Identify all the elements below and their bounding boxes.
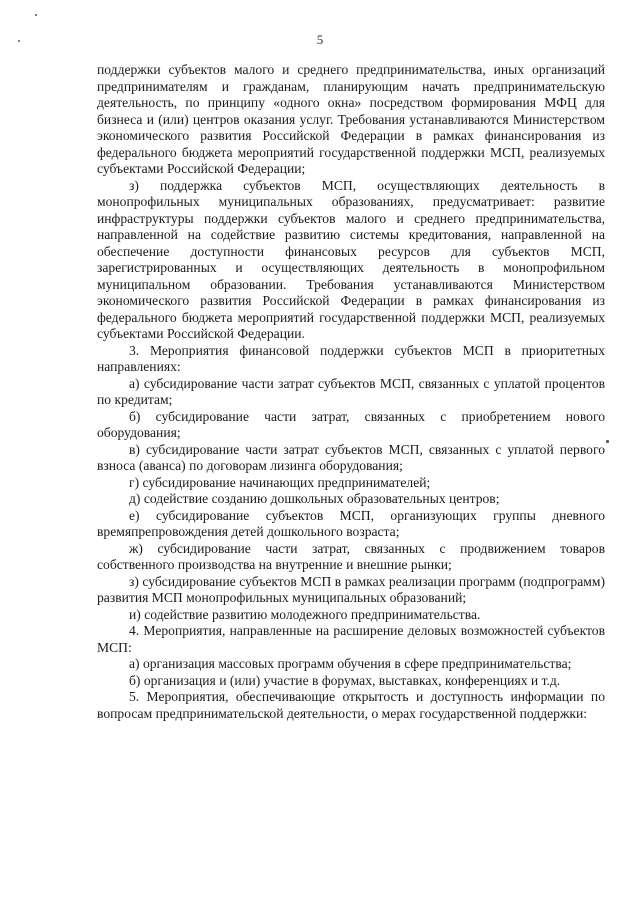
paragraph: з) поддержка субъектов МСП, осуществляющих деятельность в монопрофильных муниципальных образованиях, предусматривает: развитие инфраструктуры поддержки субъектов малого и среднего предпринимательства, направленной на содействие развитию системы кредитования, направленной на обеспечение доступности финансовых ресурсов для субъектов МСП, зарегистрированных и осуществляющих деятельность в монопрофильном муниципальном образовании. Требования устанавливаются Министерством экономического развития Российской Федерации в рамках финансирования из федерального бюджета мероприятий государственной поддержки МСП, реализуемых субъектами Российской Федерации.: [97, 177, 605, 341]
paragraph: б) организация и (или) участие в форумах, выставках, конференциях и т.д.: [129, 672, 561, 688]
paragraph: г) субсидирование начинающих предпринимателей;: [129, 474, 431, 490]
paragraph: а) субсидирование части затрат субъектов МСП, связанных с уплатой процентов по кредитам;: [97, 375, 605, 407]
paragraph: 5. Мероприятия, обеспечивающие открытость и доступность информации по вопросам предпринимательской деятельности, о мерах государственной поддержки:: [97, 689, 605, 721]
paragraph: 3. Мероприятия финансовой поддержки субъектов МСП в приоритетных направлениях:: [97, 342, 605, 374]
paragraph: и) содействие развитию молодежного предпринимательства.: [129, 606, 481, 622]
paragraph: поддержки субъектов малого и среднего предпринимательства, иных организаций предпринимателям и гражданам, планирующим начать предпринимательскую деятельность, по принципу «одного окна» посредством формирования МФЦ для бизнеса и (или) центров оказания услуг. Требования устанавливаются Министерством экономического развития Российской Федерации в рамках финансирования из федерального бюджета мероприятий государственной поддержки МСП, реализуемых субъектами Российской Федерации;: [97, 62, 605, 176]
paragraph: ж) субсидирование части затрат, связанных с продвижением товаров собственного производства на внутренние и внешние рынки;: [97, 540, 605, 572]
scan-speck: [35, 14, 37, 16]
scan-speck: [606, 440, 609, 443]
document-body: [97, 62, 605, 722]
page-number: 5: [316, 32, 324, 47]
paragraph: 4. Мероприятия, направленные на расширение деловых возможностей субъектов МСП:: [97, 623, 605, 655]
paragraph: з) субсидирование субъектов МСП в рамках реализации программ (подпрограмм) развития МСП монопрофильных муниципальных образований;: [97, 573, 605, 605]
paragraph: в) субсидирование части затрат субъектов МСП, связанных с уплатой первого взноса (аванса) по договорам лизинга оборудования;: [97, 441, 605, 473]
paragraph: д) содействие созданию дошкольных образовательных центров;: [129, 491, 500, 506]
paragraph: е) субсидирование субъектов МСП, организующих группы дневного времяпрепровождения детей дошкольного возраста;: [97, 507, 605, 539]
paragraph: б) субсидирование части затрат, связанных с приобретением нового оборудования;: [97, 408, 605, 440]
paragraph: а) организация массовых программ обучения в сфере предпринимательства;: [129, 656, 572, 671]
